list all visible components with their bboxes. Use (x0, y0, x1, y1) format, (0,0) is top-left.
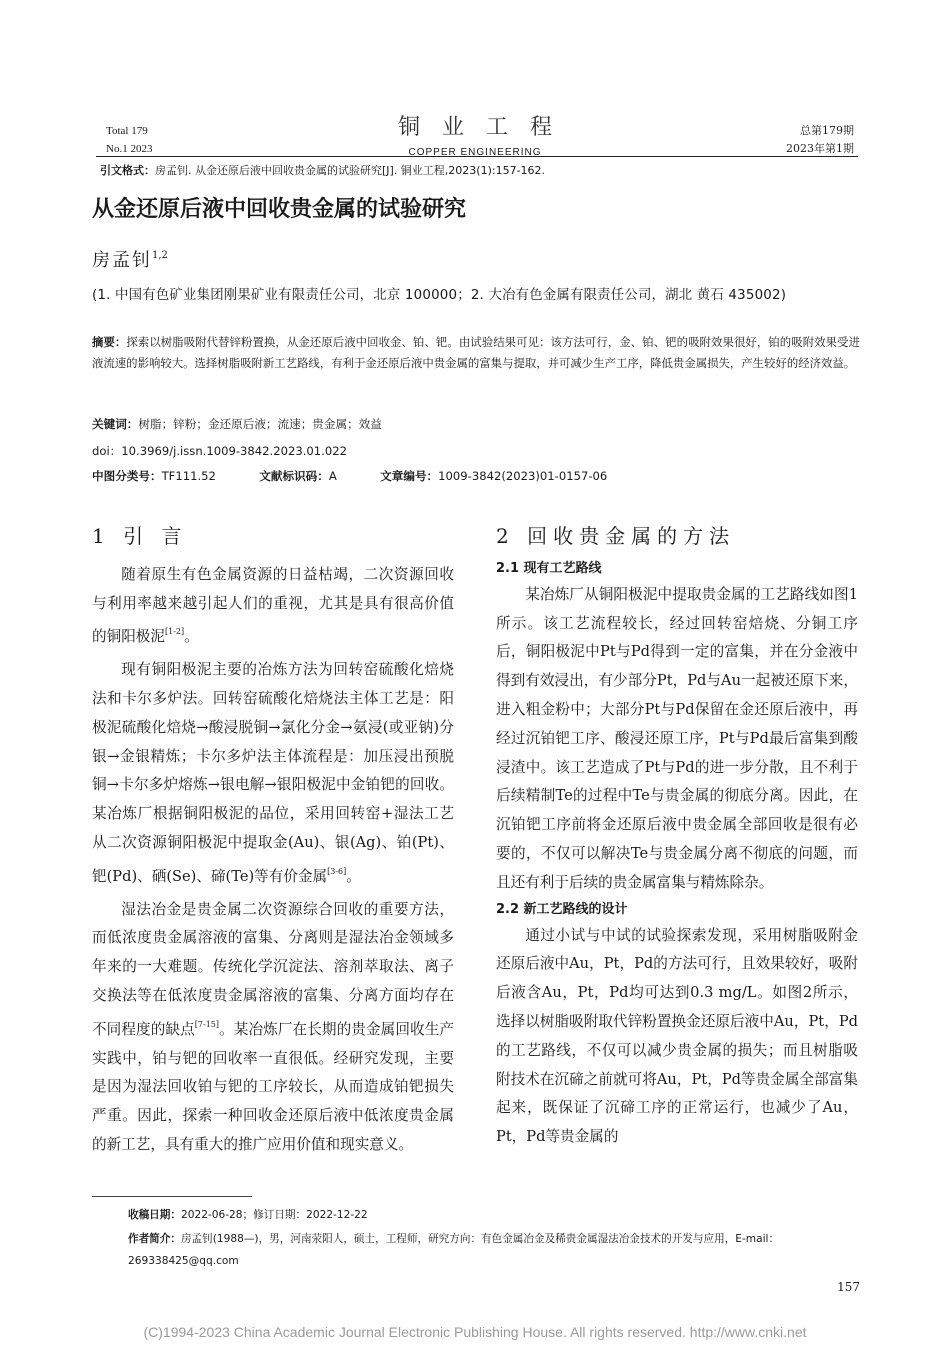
subsection-2-2-heading: 2.2 新工艺路线的设计 (496, 901, 628, 917)
abstract (92, 332, 860, 374)
doc-code-label: 文献标识码： (259, 469, 329, 483)
citation-ref: [3-6] (327, 866, 347, 876)
issue-number-en: No.1 2023 (106, 143, 153, 155)
right-column (496, 522, 858, 1152)
header-left (106, 122, 152, 158)
keywords-label: 关键词： (92, 417, 139, 431)
total-issue-en: Total 179 (106, 125, 148, 137)
subsection-2-1-text: 某冶炼厂从铜阳极泥中提取贵金属的工艺路线如图1所示。该工艺流程较长，经过回转窑焙烧、分铜工序后，铜阳极泥中Pt与Pd得到一定的富集，并在分金液中得到有效浸出，有少部分Pt，Pd与Au一起被还原下来，进入粗金粉中；大部分Pt与Pd保留在金还原后液中，再经过沉铂钯工序、酸浸还原工序，Pt与Pd最后富集到酸浸渣中。该工艺造成了Pt与Pd的进一步分散，且不利于后续精制Te的过程中Te与贵金属的彻底分离。因此，在沉铂钯工序前将金还原后液中贵金属全部回收是很有必要的，不仅可以解决Te与贵金属分离不彻底的问题，而且还有利于后续的贵金属富集与精炼除杂。 (496, 585, 858, 891)
article-number-value: 1009-3842(2023)01-0157-06 (438, 469, 608, 483)
author-bio (128, 1228, 858, 1272)
citation-ref: [7-15] (194, 1019, 220, 1029)
bio-text: 房孟钊(1988—)，男，河南荥阳人，硕士，工程师，研究方向：有色金属冶金及稀贵金属湿法冶金技术的开发与应用，E-mail：269338425@qq.com (128, 1233, 780, 1267)
article-number-label: 文章编号： (380, 469, 439, 483)
dates-label: 收稿日期： (128, 1209, 181, 1221)
abstract-label: 摘要： (92, 335, 127, 349)
intro-paragraph-1: 随着原生有色金属资源的日益枯竭，二次资源回收与利用率越来越引起人们的重视，尤其是具有很高价值的铜阳极泥[1-2]。 (92, 565, 454, 646)
section-1-heading: 1 引 言 (92, 524, 188, 548)
author-line (92, 246, 168, 272)
intro-paragraph-3: 湿法冶金是贵金属二次资源综合回收的重要方法，而低浓度贵金属溶液的富集、分离则是湿法冶金领域多年来的一大难题。传统化学沉淀法、溶剂萃取法、离子交换法等在低浓度贵金属溶液的富集、分离方面均存在不同程度的缺点[7-15]。某冶炼厂在长期的贵金属回收生产实践中，铂与钯的回收率一直很低。经研究发现，主要是因为湿法回收铂与钯的工序较长，从而造成铂钯损失严重。因此，探索一种回收金还原后液中低浓度贵金属的新工艺，具有重大的推广应用价值和现实意义。 (92, 900, 454, 1153)
section-2-heading: 2 回收贵金属的方法 (496, 524, 736, 548)
affiliation: (1. 中国有色矿业集团刚果矿业有限责任公司，北京 100000；2. 大冶有色金属有限责任公司，湖北 黄石 435002) (92, 288, 787, 303)
footnote-divider (92, 1196, 252, 1197)
classification-line (92, 468, 607, 484)
received-dates (128, 1204, 858, 1226)
clc-label: 中图分类号： (92, 469, 162, 483)
dates-text: 2022-06-28；修订日期：2022-12-22 (180, 1209, 368, 1221)
journal-masthead (330, 110, 620, 158)
keywords (92, 416, 382, 432)
citation-label: 引文格式： (100, 164, 155, 177)
abstract-text: 探索以树脂吸附代替锌粉置换，从金还原后液中回收金、铂、钯。由试验结果可见：该方法可行，金、铂、钯的吸附效果很好，铂的吸附效果受进液流速的影响较大。选择树脂吸附新工艺路线，有利于金还原后液中贵金属的富集与提取，并可减少生产工序，降低贵金属损失，产生较好的经济效益。 (92, 335, 860, 370)
keywords-text: 树脂；锌粉；金还原后液；流速；贵金属；效益 (138, 417, 382, 431)
citation-ref: [1-2] (164, 627, 185, 637)
issue-number-cn: 2023年第1期 (786, 142, 854, 155)
paper-title: 从金还原后液中回收贵金属的试验研究 (92, 197, 467, 222)
subsection-2-2-text: 通过小试与中试的试验探索发现，采用树脂吸附金还原后液中Au，Pt，Pd的方法可行，且效果较好，吸附后液含Au，Pt，Pd均可达到0.3 mg/L。如图2所示，选择以树脂吸附取代锌粉置换金还原后液中Au，Pt，Pd的工艺路线，不仅可以减少贵金属的损失；而且树脂吸附技术在沉碲之前就可将Au，Pt，Pd等贵金属全部富集起来，既保证了沉碲工序的正常运行，也减少了Au，Pt，Pd等贵金属的 (496, 926, 858, 1146)
author-name: 房孟钊 (92, 250, 152, 271)
page-number: 157 (837, 1280, 860, 1294)
author-affil-sup: 1,2 (152, 250, 168, 261)
header-divider (96, 156, 858, 157)
journal-name-cn: 铜业工程 (397, 115, 574, 140)
copyright-watermark: (C)1994-2023 China Academic Journal Electronic Publishing House. All rights reserved. http://www.cnki.net (143, 1324, 807, 1340)
clc-value: TF111.52 (161, 469, 216, 483)
doi: doi：10.3969/j.issn.1009-3842.2023.01.022 (92, 444, 347, 458)
journal-name-en: COPPER ENGINEERING (408, 147, 542, 158)
bio-label: 作者简介： (128, 1233, 181, 1245)
left-column (92, 522, 454, 1160)
citation-text: 房孟钊. 从金还原后液中回收贵金属的试验研究[J]. 铜业工程,2023(1):157-162. (155, 164, 546, 177)
subsection-2-1-heading: 2.1 现有工艺路线 (496, 560, 602, 576)
total-issue-cn: 总第179期 (800, 124, 854, 137)
intro-paragraph-2: 现有铜阳极泥主要的冶炼方法为回转窑硫酸化焙烧法和卡尔多炉法。回转窑硫酸化焙烧法主体工艺是：阳极泥硫酸化焙烧→酸浸脱铜→氯化分金→氨浸(或亚钠)分银→金银精炼；卡尔多炉法主体流程是：加压浸出预脱铜→卡尔多炉熔炼→银电解→银阳极泥中金铂钯的回收。某冶炼厂根据铜阳极泥的品位，采用回转窑+湿法工艺从二次资源铜阳极泥中提取金(Au)、银(Ag)、铂(Pt)、钯(Pd)、硒(Se)、碲(Te)等有价金属[3-6]。 (92, 661, 454, 885)
citation-format (100, 162, 545, 178)
doc-code-value: A (328, 469, 337, 483)
header-right (786, 122, 854, 158)
